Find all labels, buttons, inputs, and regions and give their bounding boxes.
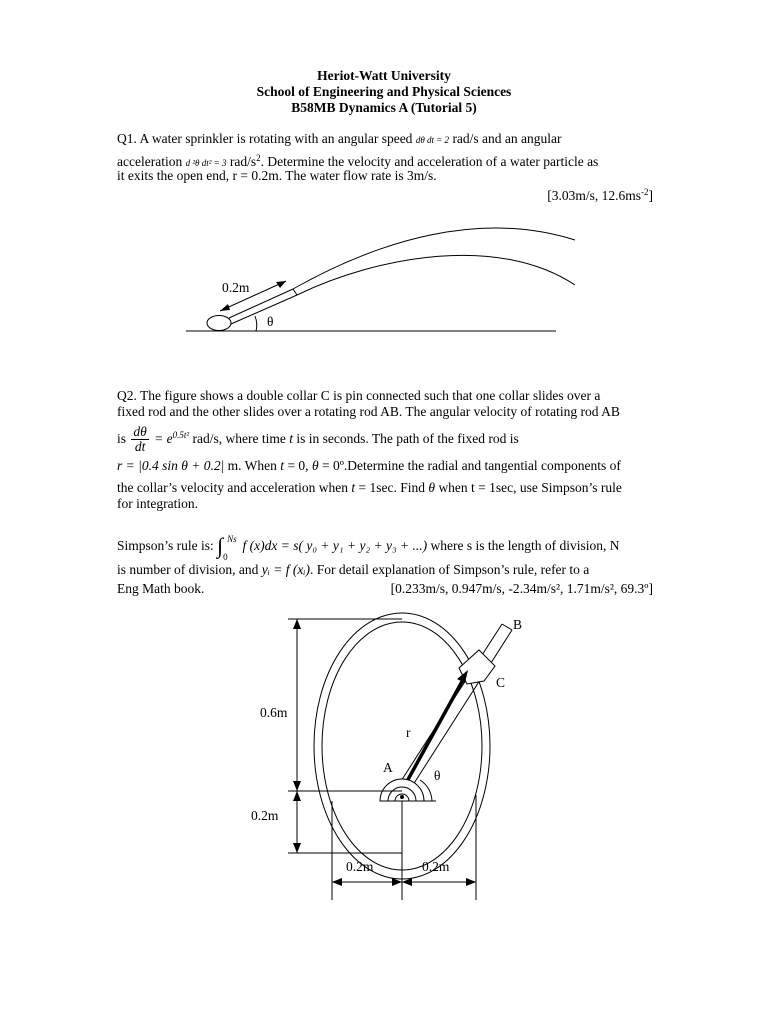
sprinkler-hub [207, 316, 231, 331]
label-a: A [383, 760, 393, 775]
dim-02-h2-label: 0.2m [422, 859, 450, 874]
q2-line-9: Eng Math book. [117, 581, 205, 596]
simpson-formula: f (x)dx = s( y₀ + y₁ + y₂ + y₃ + ...) [242, 538, 428, 553]
dtheta-dt-fraction: $\frac{d\theta}{dt}$ [133, 424, 147, 455]
dim-06-label: 0.6m [260, 705, 288, 720]
sprinkler-arm-bottom [231, 295, 297, 324]
q2-line-1: Q2. The figure shows a double collar C is pin connected such that one collar slides over a [117, 388, 601, 403]
dim-02-h1-label: 0.2m [346, 859, 374, 874]
path-equation: r = |0.4 sin θ + 0.2| [117, 458, 225, 473]
sprinkler-length-label: 0.2m [222, 280, 250, 295]
school-title: School of Engineering and Physical Sciences [256, 84, 512, 99]
arrow-head-left [220, 304, 230, 311]
label-b: B [513, 617, 523, 632]
yi-equation: yᵢ = f (xᵢ) [261, 562, 310, 577]
q1-line-1: Q1. A water sprinkler is rotating with an angular speed dθ dt = 2 rad/s and an angular [117, 131, 562, 146]
simpson-rule-line: Simpson’s rule is: ∫ Ns 0 f (x)dx = s( y₀ + y₁ + y₂ + y₃ + ...) where s is the length of division, N [117, 533, 620, 562]
integral-sign-icon: ∫ [217, 533, 224, 558]
q2-line-3: is $\frac{d\theta}{dt}$ = $e^{0.5t^2}$ rad/s, where time t is in seconds. The path of the fixed rod is [117, 424, 519, 455]
water-jet-upper [293, 228, 575, 289]
q2-line-6: for integration. [117, 496, 198, 511]
water-jet-lower [297, 255, 575, 295]
dim-02-vertical-label: 0.2m [251, 808, 279, 823]
q2-answer: [0.233m/s, 0.947m/s, -2.34m/s², 1.71m/s², 69.3º] [390, 581, 653, 596]
sprinkler-figure [0, 200, 768, 350]
q1-accel-eq: d ²θ dt² = 3 [185, 158, 227, 168]
q1-line-2: acceleration d ²θ dt² = 3 rad/$s^2$. Determine the velocity and acceleration of a water particle as [117, 153, 599, 169]
q1-speed-eq: dθ dt = 2 [415, 135, 450, 145]
label-theta: θ [434, 768, 441, 783]
q1-answer: [3.03m/s, $12.6ms^{-2}$] [547, 187, 653, 203]
sprinkler-angle-label: θ [267, 314, 274, 329]
collar-figure [0, 600, 768, 910]
rotating-rod-right [404, 630, 512, 799]
q2-line-8: is number of division, and yᵢ = f (xᵢ). For detail explanation of Simpson’s rule, refer to a [117, 562, 590, 577]
angle-arc [255, 316, 257, 331]
course-title: B58MB Dynamics A (Tutorial 5) [291, 100, 477, 115]
q1-line-3: it exits the open end, r = 0.2m. The water flow rate is 3m/s. [117, 168, 437, 183]
label-r: r [406, 725, 411, 740]
q2-line-2: fixed rod and the other slides over a rotating rod AB. The angular velocity of rotating rod AB [117, 404, 620, 419]
label-c: C [496, 675, 506, 690]
university-title: Heriot-Watt University [317, 68, 451, 83]
q2-line-5: the collar’s velocity and acceleration when t = 1sec. Find θ when t = 1sec, use Simpson’s rule [117, 480, 622, 495]
q2-line-4: r = |0.4 sin θ + 0.2| m. When t = 0, θ = 0º.Determine the radial and tangential components of [117, 458, 621, 473]
